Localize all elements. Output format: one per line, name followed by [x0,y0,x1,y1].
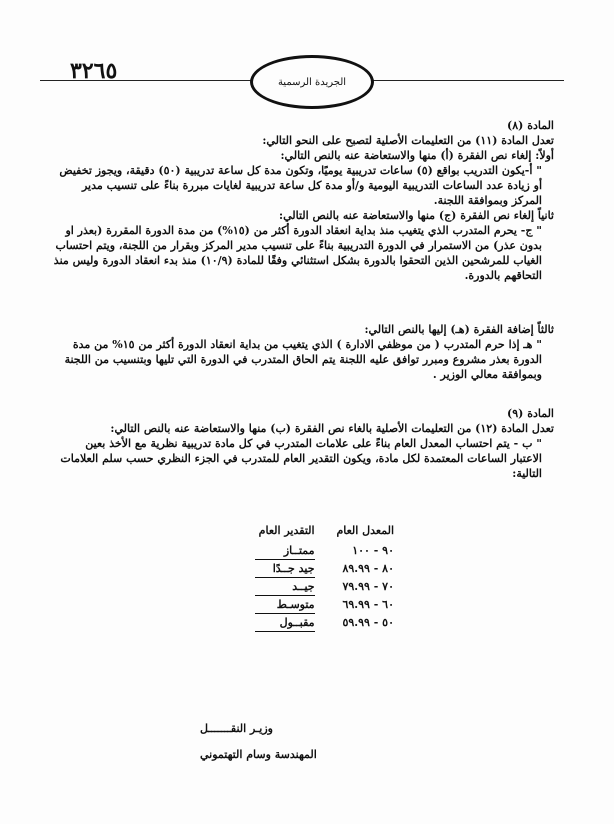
table-row [230,596,410,614]
grade-range: ٨٠ - ٨٩.٩٩ [342,562,394,575]
third-block [52,322,554,382]
article-9-block [52,406,554,481]
table-row [230,578,410,596]
grade-label: ممتــاز [255,542,315,560]
minister-title: وزيـر النقـــــــل [200,722,273,735]
article-9-intro: تعدل المادة (١٢) من التعليمات الأصلية بالغاء نص الفقرة (ب) منها والاستعاضة عنه بالنص التالي: [110,422,554,435]
grade-range: ٧٠ - ٧٩.٩٩ [342,580,394,593]
third-title: ثالثاً إضافة الفقرة (هـ) إليها بالنص التالي: [364,323,554,336]
grade-label: متوسـط [255,596,315,614]
signature-block [200,716,350,768]
article-8-heading: المادة (٨) [507,119,554,132]
grade-range: ٦٠ - ٦٩.٩٩ [342,598,394,611]
gazette-title: الجريدة الرسمية [250,55,374,109]
table-row [230,560,410,578]
article-8-intro: تعدل المادة (١١) من التعليمات الأصلية لتصبح على النحو التالي: [262,134,554,147]
grade-range: ٩٠ - ١٠٠ [352,544,394,557]
grade-label: جيد جــدًا [255,560,315,578]
article-8-first-title: أولاً: إلغاء نص الفقرة (أ) منها والاستعاضة عنه بالنص التالي: [280,149,554,162]
table-row [230,614,410,632]
article-8-second-title: ثانياً إلغاء نص الفقرة (ج) منها والاستعاضة عنه بالنص التالي: [279,209,554,222]
article-8-second-text: " ج- يحرم المتدرب الذي يتغيب منذ بداية انعقاد الدورة أكثر من (١٥%) من مدة الدورة المقررة (بعذر او بدون عذر) من الاستمرار في الدورة التدريبية بناءً على تنسيب مدير المركز وبقرار من اللجنة، ويتم احتساب الغياب للمرشحين الذين التحقوا بالدورة بشكل استثنائي وفقًا للمادة (١٠/٩) منذ بدء انعقاد الدورة وليس منذ التحاقهم بالدورة. [53,224,542,282]
grade-label: مقبــول [255,614,315,632]
grade-range: ٥٠ - ٥٩.٩٩ [342,616,394,629]
col-grade-header: التقدير العام [258,524,315,537]
minister-name: المهندسة وسام التهتموني [200,748,317,761]
third-text: " هـ إذا حرم المتدرب ( من موظفي الادارة ) الذي يتغيب من بداية انعقاد الدورة أكثر من ١٥% من مدة الدورة بعذر مشروع ومبرر توافق عليه اللجنة يتم الحاق المتدرب في الدورة التي تليها وبتنسيب من اللجنة وبموافقة معالي الوزير . [64,338,542,381]
table-row [230,542,410,560]
article-8-first-text: " أ-يكون التدريب بواقع (٥) ساعات تدريبية يوميًا، وتكون مدة كل ساعة تدريبية (٥٠) دقيقة، ويجوز تخفيض أو زيادة عدد الساعات التدريبية اليومية و/أو مدة كل ساعة تدريبية لغايات مبررة بناءً على تنسيب مدير المركز وبموافقة اللجنة. [59,164,542,207]
article-8-block [52,118,554,283]
col-average-header: المعدل العام [336,524,394,537]
article-9-text: " ب - يتم احتساب المعدل العام بناءً على علامات المتدرب في كل مادة تدريبية نظرية مع الأخذ بعين الاعتبار الساعات المعتمدة لكل مادة، ويكون التقدير العام للمتدرب في الجزء النظري حسب سلم العلامات التالية: [60,437,542,480]
grades-table [230,522,410,632]
article-9-heading: المادة (٩) [507,407,554,420]
grade-label: جيــد [255,578,315,596]
page-number: ٣٢٦٥ [70,58,118,84]
